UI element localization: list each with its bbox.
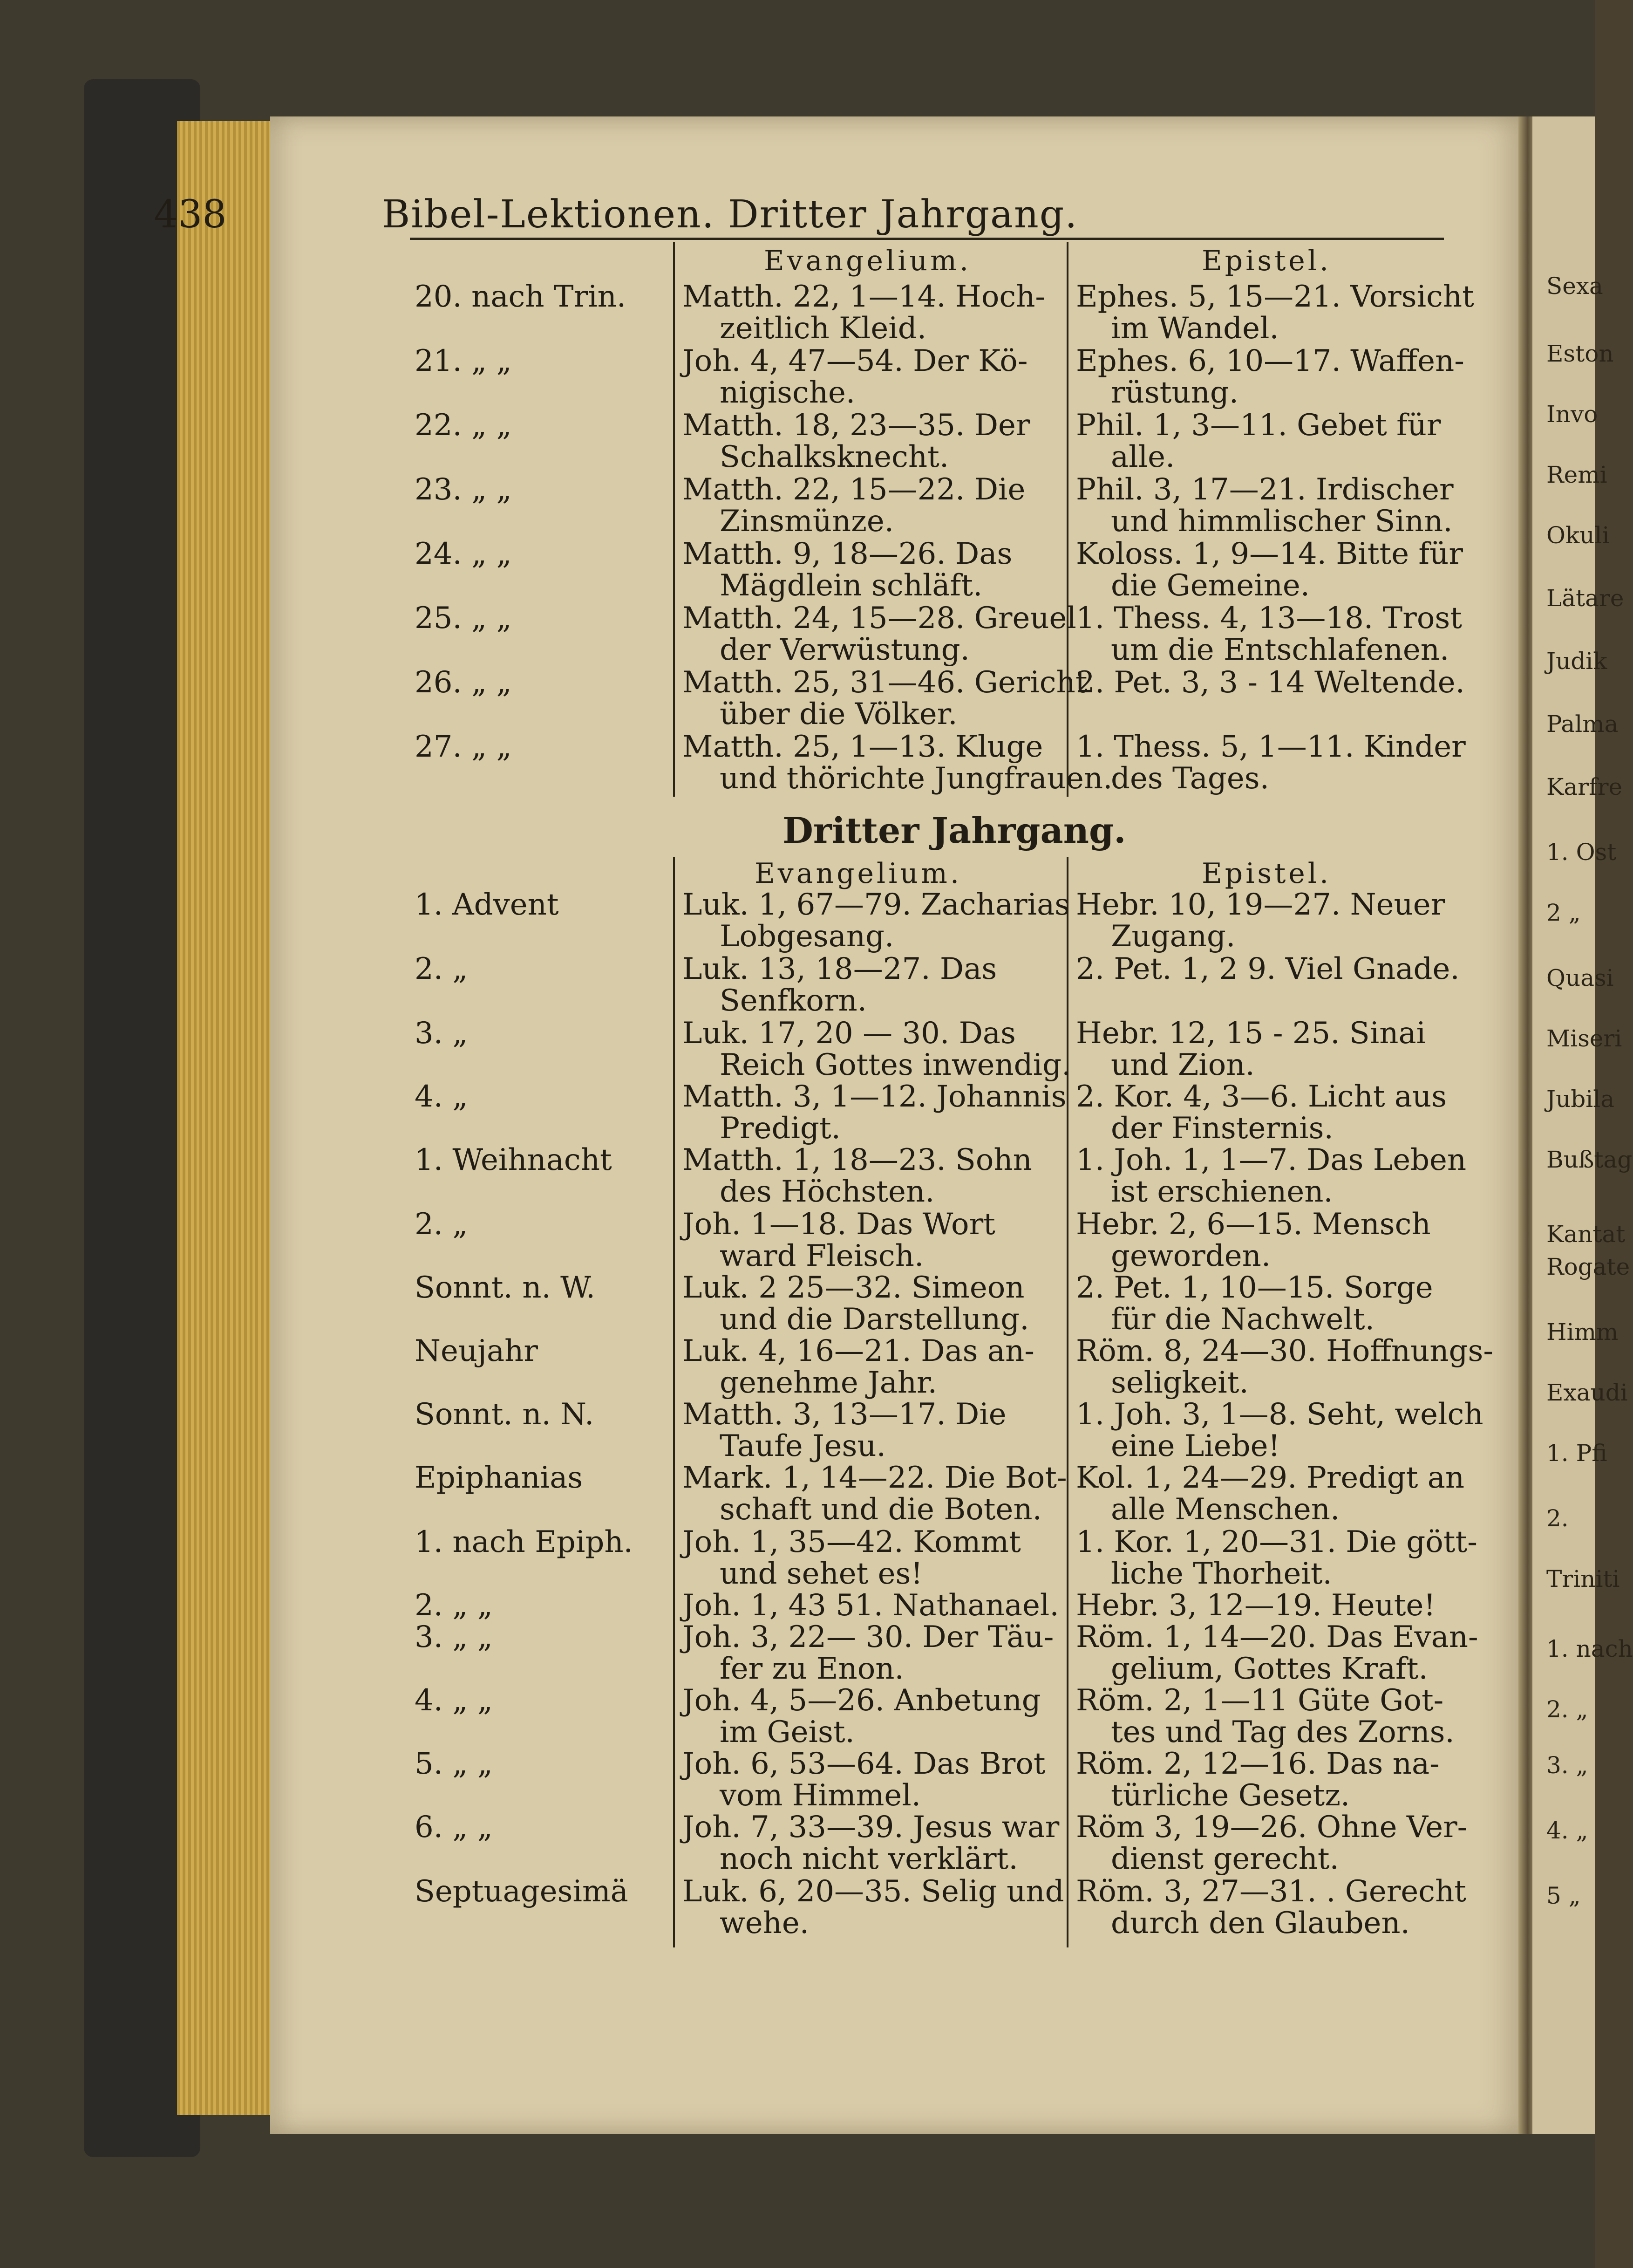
evangelium-line: des Höchsten. — [720, 1175, 935, 1209]
sunday-label: 1. Advent — [415, 888, 559, 922]
evangelium-line: und sehet es! — [720, 1557, 923, 1591]
evangelium-line: Luk. 2 25—32. Simeon — [682, 1271, 1025, 1305]
epistel-line: seligkeit. — [1111, 1366, 1249, 1400]
next-page-fragment: Okuli — [1546, 522, 1610, 549]
sunday-label: 25. „ „ — [415, 601, 512, 635]
column-head-epistel-1: Epistel. — [1202, 245, 1332, 277]
epistel-line: geworden. — [1111, 1239, 1271, 1273]
column-divider — [673, 242, 675, 797]
next-page-fragment: Kantat — [1546, 1221, 1626, 1248]
evangelium-line: noch nicht verklärt. — [720, 1842, 1018, 1876]
epistel-line: um die Entschlafenen. — [1111, 633, 1449, 667]
evangelium-line: genehme Jahr. — [720, 1366, 937, 1400]
sunday-label: Septuagesimä — [415, 1874, 628, 1909]
evangelium-line: Matth. 25, 31—46. Gericht — [682, 665, 1088, 700]
sunday-label: 4. „ „ — [415, 1683, 493, 1718]
next-page-fragment: 2 „ — [1546, 899, 1581, 926]
evangelium-line: Joh. 4, 5—26. Anbetung — [682, 1683, 1041, 1718]
evangelium-line: zeitlich Kleid. — [720, 311, 927, 346]
epistel-line: Ephes. 5, 15—21. Vorsicht — [1076, 280, 1474, 314]
next-page-fragment: 2. — [1546, 1505, 1569, 1532]
column-divider — [673, 857, 675, 1947]
epistel-line: durch den Glauben. — [1111, 1906, 1410, 1940]
sunday-label: Sonnt. n. W. — [415, 1271, 596, 1305]
next-page-fragment: Himm — [1546, 1318, 1619, 1346]
epistel-line: im Wandel. — [1111, 311, 1279, 346]
sunday-label: 3. „ — [415, 1016, 468, 1051]
sunday-label: 2. „ — [415, 952, 468, 986]
epistel-line: Hebr. 12, 15 - 25. Sinai — [1076, 1016, 1426, 1051]
evangelium-line: Matth. 3, 1—12. Johannis — [682, 1079, 1067, 1114]
next-page-fragment: 4. „ — [1546, 1817, 1588, 1844]
evangelium-line: über die Völker. — [720, 697, 958, 731]
evangelium-line: Matth. 22, 1—14. Hoch- — [682, 280, 1046, 314]
sunday-label: Sonnt. n. N. — [415, 1397, 594, 1432]
evangelium-line: Mark. 1, 14—22. Die Bot- — [682, 1461, 1067, 1495]
epistel-line: Röm. 1, 14—20. Das Evan- — [1076, 1620, 1478, 1654]
epistel-line: rüstung. — [1111, 376, 1239, 410]
sunday-label: 1. Weihnacht — [415, 1143, 612, 1177]
next-page-fragment: Rogate — [1546, 1253, 1630, 1280]
page-stack-edge — [177, 121, 270, 2115]
evangelium-line: Matth. 24, 15—28. Greuel — [682, 601, 1076, 635]
evangelium-line: Luk. 6, 20—35. Selig und — [682, 1874, 1064, 1909]
next-page-edge — [1532, 116, 1633, 2134]
epistel-line: für die Nachwelt. — [1111, 1302, 1374, 1337]
epistel-line: Kol. 1, 24—29. Predigt an — [1076, 1461, 1465, 1495]
evangelium-line: Zinsmünze. — [720, 504, 894, 539]
epistel-line: 2. Kor. 4, 3—6. Licht aus — [1076, 1079, 1447, 1114]
sunday-label: 20. nach Trin. — [415, 280, 626, 314]
column-head-evangelium-1: Evangelium. — [764, 245, 972, 277]
evangelium-line: Predigt. — [720, 1111, 841, 1146]
evangelium-line: Reich Gottes inwendig. — [720, 1048, 1071, 1082]
sunday-label: 2. „ — [415, 1207, 468, 1242]
evangelium-line: Matth. 9, 18—26. Das — [682, 537, 1013, 571]
sunday-label: 24. „ „ — [415, 537, 512, 571]
evangelium-line: Senfkorn. — [720, 984, 867, 1018]
epistel-line: der Finsternis. — [1111, 1111, 1334, 1146]
evangelium-line: der Verwüstung. — [720, 633, 970, 667]
epistel-line: Phil. 3, 17—21. Irdischer — [1076, 472, 1454, 507]
epistel-line: türliche Gesetz. — [1111, 1778, 1350, 1813]
next-page-fragment: Karfre — [1546, 773, 1623, 800]
evangelium-line: Matth. 1, 18—23. Sohn — [682, 1143, 1032, 1177]
sunday-label: 23. „ „ — [415, 472, 512, 507]
sunday-label: 5. „ „ — [415, 1747, 493, 1781]
epistel-line: 1. Joh. 3, 1—8. Seht, welch — [1076, 1397, 1483, 1432]
epistel-line: und himmlischer Sinn. — [1111, 504, 1453, 539]
epistel-line: die Gemeine. — [1111, 568, 1310, 603]
sunday-label: 1. nach Epiph. — [415, 1525, 633, 1559]
next-page-fragment: Invo — [1546, 401, 1598, 428]
epistel-line: Phil. 1, 3—11. Gebet für — [1076, 408, 1441, 443]
sunday-label: 6. „ „ — [415, 1810, 493, 1844]
evangelium-line: Joh. 6, 53—64. Das Brot — [682, 1747, 1046, 1781]
next-page-fragment: Bußtag — [1546, 1146, 1633, 1173]
epistel-line: liche Thorheit. — [1111, 1557, 1332, 1591]
evangelium-line: Joh. 3, 22— 30. Der Täu- — [682, 1620, 1054, 1654]
column-head-epistel-2: Epistel. — [1202, 857, 1332, 890]
epistel-line: eine Liebe! — [1111, 1429, 1280, 1463]
page-title: Bibel-Lektionen. Dritter Jahrgang. — [382, 192, 1078, 237]
evangelium-line: Matth. 3, 13—17. Die — [682, 1397, 1007, 1432]
epistel-line: 1. Thess. 4, 13—18. Trost — [1076, 601, 1462, 635]
evangelium-line: ward Fleisch. — [720, 1239, 924, 1273]
epistel-line: gelium, Gottes Kraft. — [1111, 1652, 1428, 1686]
epistel-line: alle. — [1111, 440, 1175, 474]
next-page-fragment: Jubila — [1546, 1086, 1615, 1113]
epistel-line: 1. Kor. 1, 20—31. Die gött- — [1076, 1525, 1477, 1559]
header-rule — [410, 238, 1444, 240]
epistel-line: Koloss. 1, 9—14. Bitte für — [1076, 537, 1463, 571]
next-page-fragment: Remi — [1546, 461, 1607, 488]
epistel-line: Röm. 2, 12—16. Das na- — [1076, 1747, 1440, 1781]
epistel-line: Hebr. 2, 6—15. Mensch — [1076, 1207, 1431, 1242]
evangelium-line: Matth. 25, 1—13. Kluge — [682, 730, 1043, 764]
sunday-label: 21. „ „ — [415, 344, 512, 378]
evangelium-line: und thörichte Jungfrauen. — [720, 761, 1113, 796]
evangelium-line: Joh. 7, 33—39. Jesus war — [682, 1810, 1060, 1844]
next-page-fragment: Palma — [1546, 710, 1619, 738]
sunday-label: 2. „ „ — [415, 1588, 493, 1623]
evangelium-line: Luk. 13, 18—27. Das — [682, 952, 997, 986]
next-page-fragment: 1. Pfi — [1546, 1440, 1607, 1467]
epistel-line: Röm 3, 19—26. Ohne Ver- — [1076, 1810, 1468, 1844]
sunday-label: 22. „ „ — [415, 408, 512, 443]
column-head-evangelium-2: Evangelium. — [755, 857, 962, 890]
evangelium-line: Joh. 1—18. Das Wort — [682, 1207, 995, 1242]
next-page-fragment: Triniti — [1546, 1565, 1620, 1592]
epistel-line: 2. Pet. 1, 10—15. Sorge — [1076, 1271, 1433, 1305]
epistel-line: Hebr. 3, 12—19. Heute! — [1076, 1588, 1436, 1623]
next-page-fragment: 2. „ — [1546, 1696, 1588, 1723]
epistel-line: Hebr. 10, 19—27. Neuer — [1076, 888, 1445, 922]
next-page-fragment: Quasi — [1546, 964, 1614, 991]
evangelium-line: Joh. 1, 35—42. Kommt — [682, 1525, 1021, 1559]
next-page-fragment: Judik — [1546, 648, 1607, 675]
evangelium-line: fer zu Enon. — [720, 1652, 904, 1686]
sunday-label: 4. „ — [415, 1079, 468, 1114]
epistel-line: 2. Pet. 3, 3 - 14 Weltende. — [1076, 665, 1465, 700]
evangelium-line: Joh. 1, 43 51. Nathanael. — [682, 1588, 1059, 1623]
next-page-fragment: Exaudi — [1546, 1379, 1628, 1406]
evangelium-line: Matth. 22, 15—22. Die — [682, 472, 1026, 507]
evangelium-line: Mägdlein schläft. — [720, 568, 983, 603]
evangelium-line: vom Himmel. — [720, 1778, 921, 1813]
sunday-label: 3. „ „ — [415, 1620, 493, 1654]
epistel-line: tes und Tag des Zorns. — [1111, 1715, 1455, 1749]
next-page-fragment: 5 „ — [1546, 1882, 1581, 1909]
next-page-fragment: 1. nach — [1546, 1635, 1633, 1662]
epistel-line: dienst gerecht. — [1111, 1842, 1339, 1876]
next-page-fragment: 3. „ — [1546, 1752, 1588, 1779]
epistel-line: Röm. 2, 1—11 Güte Got- — [1076, 1683, 1444, 1718]
evangelium-line: und die Darstellung. — [720, 1302, 1029, 1337]
sunday-label: Neujahr — [415, 1334, 538, 1368]
next-page-fragment: Lätare — [1546, 585, 1624, 612]
next-page-fragment: 1. Ost — [1546, 839, 1617, 866]
epistel-line: 1. Thess. 5, 1—11. Kinder — [1076, 730, 1466, 764]
evangelium-line: Lobgesang. — [720, 919, 894, 954]
epistel-line: 2. Pet. 1, 2 9. Viel Gnade. — [1076, 952, 1460, 986]
sunday-label: Epiphanias — [415, 1461, 583, 1495]
epistel-line: ist erschienen. — [1111, 1175, 1333, 1209]
section-title: Dritter Jahrgang. — [782, 810, 1126, 851]
evangelium-line: wehe. — [720, 1906, 810, 1940]
column-divider — [1067, 242, 1068, 797]
evangelium-line: Taufe Jesu. — [720, 1429, 886, 1463]
epistel-line: Röm. 8, 24—30. Hoffnungs- — [1076, 1334, 1493, 1368]
evangelium-line: Luk. 1, 67—79. Zacharias — [682, 888, 1070, 922]
evangelium-line: schaft und die Boten. — [720, 1492, 1042, 1527]
page-number: 438 — [154, 192, 227, 237]
evangelium-line: Luk. 4, 16—21. Das an- — [682, 1334, 1034, 1368]
epistel-line: und Zion. — [1111, 1048, 1255, 1082]
evangelium-line: Luk. 17, 20 — 30. Das — [682, 1016, 1016, 1051]
evangelium-line: nigische. — [720, 376, 856, 410]
next-page-fragment: Eston — [1546, 340, 1614, 367]
epistel-line: 1. Joh. 1, 1—7. Das Leben — [1076, 1143, 1467, 1177]
next-page-fragment: Miseri — [1546, 1025, 1622, 1052]
evangelium-line: Matth. 18, 23—35. Der — [682, 408, 1030, 443]
next-page-fragment: Sexa — [1546, 273, 1603, 300]
sunday-label: 26. „ „ — [415, 665, 512, 700]
epistel-line: Ephes. 6, 10—17. Waffen- — [1076, 344, 1464, 378]
evangelium-line: im Geist. — [720, 1715, 855, 1749]
column-divider — [1067, 857, 1068, 1947]
epistel-line: Zugang. — [1111, 919, 1236, 954]
epistel-line: alle Menschen. — [1111, 1492, 1340, 1527]
epistel-line: Röm. 3, 27—31. . Gerecht — [1076, 1874, 1466, 1909]
sunday-label: 27. „ „ — [415, 730, 512, 764]
evangelium-line: Schalksknecht. — [720, 440, 949, 474]
epistel-line: des Tages. — [1111, 761, 1269, 796]
evangelium-line: Joh. 4, 47—54. Der Kö- — [682, 344, 1028, 378]
